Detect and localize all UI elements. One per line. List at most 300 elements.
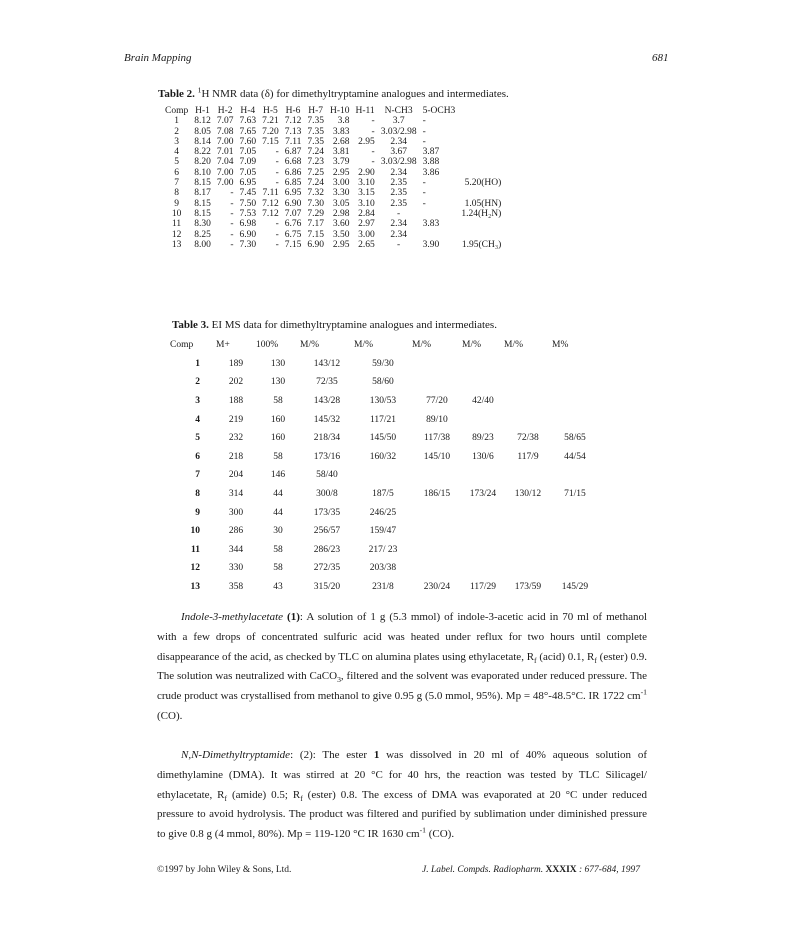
ms-cell: 173/24: [469, 489, 497, 500]
ms-cell: 159/47: [369, 526, 397, 537]
ms-compound-number: 11: [191, 544, 200, 555]
ms-cell: 44/54: [564, 451, 586, 462]
journal-citation: [422, 865, 640, 875]
ms-cell: 145/10: [423, 451, 451, 462]
nmr-cell: 7.15: [307, 229, 324, 240]
ms-cell: [552, 466, 598, 485]
ms-cell: 72/35: [316, 377, 338, 388]
ms-cell: [504, 522, 552, 541]
nmr-cell: 3.15: [358, 188, 375, 199]
ms-compound-number: 1: [195, 358, 200, 369]
running-head-left: Brain Mapping: [124, 52, 192, 64]
nmr-cell: [458, 188, 504, 198]
ms-cell: 300/8: [316, 489, 338, 500]
nmr-cell: -: [275, 157, 279, 168]
nmr-cell: 6.90: [239, 229, 257, 240]
nmr-cell: 8.30: [194, 219, 211, 230]
ms-compound-number: 5: [195, 433, 200, 444]
nmr-cell: -: [275, 239, 279, 250]
ms-cell: [412, 355, 462, 374]
ms-column-header: M/%: [462, 340, 481, 351]
nmr-cell: 2.35: [390, 198, 407, 209]
para-text: (ester) 0.8. The excess of DMA was evaporated at 20 °C under reduced pressure to avoid hydrolysis. The product was filtered and purified by sublimation under diminished pressure to give 0.8 g (4 mmol, 80%). Mp = 119-120 °C IR 1630 cm: [157, 788, 648, 841]
nmr-cell: 1: [174, 116, 179, 127]
ms-cell: 232: [228, 433, 244, 444]
nmr-cell: -: [422, 178, 426, 189]
nmr-cell: 2.95: [332, 239, 350, 250]
subscript: f: [594, 655, 597, 665]
nmr-cell: 3.67: [390, 147, 407, 158]
nmr-row: [162, 240, 504, 250]
nmr-cell: 7.23: [307, 157, 324, 168]
ms-cell: [504, 355, 552, 374]
nmr-cell: 7.07: [216, 116, 234, 127]
ms-cell: 58: [273, 544, 283, 555]
nmr-row: [162, 157, 504, 167]
nmr-table: [162, 106, 504, 250]
nmr-cell: 2.84: [358, 208, 375, 219]
nmr-cell: 7.08: [216, 126, 234, 137]
ms-cell: 58: [273, 451, 283, 462]
ms-cell: [552, 373, 598, 392]
nmr-cell: -: [397, 239, 401, 250]
nmr-cell: 3.83: [422, 219, 440, 230]
ms-column-header: Comp: [170, 340, 194, 351]
ms-cell: [504, 466, 552, 485]
nmr-cell: 2.34: [390, 229, 407, 240]
para-text: (CO).: [157, 709, 183, 722]
ms-cell: 188: [228, 396, 244, 407]
ms-cell: 117/29: [469, 582, 497, 593]
nmr-cell: 7.00: [216, 136, 234, 147]
nmr-cell: -: [230, 188, 234, 199]
subscript: f: [534, 655, 537, 665]
para-text: (ester) 0.9. The solution was neutralized with CaCO: [157, 650, 647, 683]
nmr-cell: -: [422, 198, 426, 209]
nmr-row: [162, 168, 504, 178]
journal-name: J. Label. Compds. Radiopharm.: [422, 865, 544, 875]
nmr-cell: -: [422, 126, 426, 137]
nmr-cell: 7.13: [284, 126, 302, 137]
ms-cell: 286: [228, 526, 244, 537]
nmr-cell: 8.17: [194, 188, 211, 199]
nmr-column-header: H-5: [263, 106, 278, 116]
nmr-cell: -: [275, 229, 279, 240]
ms-row: [170, 448, 598, 467]
nmr-cell: 7.05: [239, 147, 257, 158]
ms-cell: [412, 466, 462, 485]
nmr-cell: 3.03/2.98: [380, 157, 417, 168]
nmr-cell: 2.90: [358, 167, 375, 178]
nmr-cell: [420, 209, 459, 219]
nmr-cell: 13: [171, 239, 182, 250]
ms-cell: [462, 355, 504, 374]
nmr-cell: 7.04: [216, 157, 234, 168]
ms-cell: 143/12: [313, 358, 341, 369]
nmr-cell: 7.17: [307, 219, 324, 230]
ms-cell: 30: [273, 526, 283, 537]
nmr-cell: 3.10: [358, 178, 375, 189]
nmr-cell: 7.05: [239, 167, 257, 178]
ms-row: [170, 373, 598, 392]
ms-compound-number: 2: [195, 377, 200, 388]
nmr-cell: 7.09: [239, 157, 257, 168]
nmr-cell: -: [275, 167, 279, 178]
nmr-column-header: H-11: [355, 106, 375, 116]
ms-row: [170, 541, 598, 560]
nmr-cell: 2.98: [332, 208, 350, 219]
ms-cell: 204: [228, 470, 244, 481]
nmr-column-header: H-1: [195, 106, 210, 116]
nmr-cell: 7.15: [262, 136, 279, 147]
nmr-cell: -: [422, 188, 426, 199]
ms-cell: 173/35: [313, 507, 341, 518]
ms-compound-number: 10: [190, 526, 200, 537]
ms-cell: 77/20: [426, 396, 448, 407]
nmr-cell: 7: [174, 178, 179, 189]
nmr-cell: [420, 230, 459, 240]
copyright: ©1997 by John Wiley & Sons, Ltd.: [157, 865, 292, 875]
ms-cell: 186/15: [423, 489, 451, 500]
nmr-cell: -: [371, 157, 375, 168]
page-number: 681: [652, 52, 669, 64]
ms-cell: 344: [228, 544, 244, 555]
para-text: :: [290, 749, 300, 761]
nmr-cell: 7.07: [284, 208, 302, 219]
nmr-cell: 2.35: [390, 188, 407, 199]
nmr-cell: 3.79: [332, 157, 350, 168]
nmr-cell: 3.81: [332, 147, 350, 158]
table3-title: EI MS data for dimethyltryptamine analogues and intermediates.: [208, 319, 497, 331]
nmr-column-header: 5-OCH3: [422, 106, 456, 116]
ms-cell: [462, 373, 504, 392]
ms-cell: 219: [228, 414, 244, 425]
nmr-cell: 2.34: [390, 136, 407, 147]
nmr-cell: 3.03/2.98: [380, 126, 417, 137]
ms-compound-number: 6: [195, 451, 200, 462]
compound-ref: 1: [373, 749, 380, 761]
ms-row: [170, 559, 598, 578]
nmr-row: [162, 147, 504, 157]
procedure-paragraph-2: [157, 746, 647, 845]
ms-cell: 58/65: [564, 433, 586, 444]
para-text: was dissolved in 20 ml of 40% aqueous solution of dimethylamine (DMA). It was stirred at 20 °C for 40 hrs, the reaction was tested by TLC Silicagel/ ethylacetate, R: [157, 749, 647, 801]
nmr-cell: 6.68: [284, 157, 302, 168]
journal-volume: XXXIX: [545, 865, 577, 875]
nmr-row: [162, 199, 504, 209]
ms-cell: 246/25: [369, 507, 397, 518]
nmr-cell: 7.60: [239, 136, 257, 147]
ms-row: [170, 466, 598, 485]
ms-column-header: M%: [552, 340, 569, 351]
ms-column-header: M/%: [354, 340, 373, 351]
para-text: (acid) 0.1, R: [536, 650, 595, 663]
ms-row: [170, 578, 598, 597]
nmr-row: [162, 127, 504, 137]
ms-cell: 117/38: [423, 433, 451, 444]
para-text: : The ester: [312, 749, 374, 761]
ms-cell: 89/10: [426, 414, 448, 425]
nmr-cell: [458, 137, 504, 147]
nmr-cell: 3.50: [332, 229, 350, 240]
nmr-cell: 3.60: [332, 219, 350, 230]
subscript: f: [300, 793, 303, 803]
nmr-cell: 3.10: [358, 198, 375, 209]
nmr-cell: [458, 168, 504, 178]
nmr-cell: 7.30: [239, 239, 257, 250]
ms-row: [170, 410, 598, 429]
nmr-cell: 6.90: [284, 198, 302, 209]
nmr-column-header: H-6: [285, 106, 301, 116]
ms-compound-number: 3: [195, 396, 200, 407]
nmr-cell: 8.14: [194, 136, 211, 147]
ms-cell: [412, 522, 462, 541]
ms-cell: 130/53: [369, 396, 397, 407]
ms-cell: [462, 410, 504, 429]
ms-cell: [504, 559, 552, 578]
nmr-header-row: [162, 106, 504, 116]
ms-cell: 330: [228, 563, 244, 574]
ms-cell: [412, 541, 462, 560]
nmr-cell: 6.75: [284, 229, 302, 240]
nmr-cell: 7.11: [262, 188, 279, 199]
ms-row: [170, 522, 598, 541]
ms-cell: [504, 392, 552, 411]
ms-cell: [504, 373, 552, 392]
ms-cell: 160: [270, 433, 286, 444]
ms-row: [170, 429, 598, 448]
nmr-column-header: H-4: [240, 106, 256, 116]
ms-cell: 286/23: [313, 544, 341, 555]
ms-cell: [552, 522, 598, 541]
nmr-cell: 7.01: [216, 147, 234, 158]
ms-cell: 44: [273, 489, 283, 500]
nmr-cell: 8.22: [194, 147, 211, 158]
nmr-cell: [458, 147, 504, 157]
nmr-cell: -: [230, 198, 234, 209]
ms-cell: 143/28: [313, 396, 341, 407]
ms-cell: 256/57: [313, 526, 341, 537]
nmr-cell: [458, 127, 504, 137]
ms-cell: 58/40: [316, 470, 338, 481]
ms-cell: 44: [273, 507, 283, 518]
nmr-cell: 7.35: [307, 136, 324, 147]
nmr-cell: 7.35: [307, 126, 324, 137]
table2-title-sup: 1: [197, 85, 202, 95]
ms-cell: 231/8: [372, 582, 394, 593]
ms-cell: 145/50: [369, 433, 397, 444]
ms-cell: [504, 541, 552, 560]
nmr-cell: 4: [174, 147, 179, 158]
ms-cell: 58: [273, 563, 283, 574]
nmr-cell: 8.00: [194, 239, 211, 250]
ms-cell: 146: [270, 470, 286, 481]
ms-cell: 130: [270, 377, 286, 388]
nmr-cell: 8: [174, 188, 179, 199]
ms-cell: 145/32: [313, 414, 341, 425]
ms-cell: 130/12: [514, 489, 542, 500]
nmr-cell: -: [371, 147, 375, 158]
compound-number: (2): [299, 749, 313, 761]
nmr-cell: 7.53: [239, 208, 257, 219]
nmr-cell: 7.00: [216, 167, 234, 178]
nmr-column-header: H-2: [217, 106, 233, 116]
nmr-cell: 1.05(HN): [464, 198, 502, 209]
ms-compound-number: 8: [195, 489, 200, 500]
nmr-cell: -: [230, 229, 234, 240]
para-text: (amide) 0.5; R: [227, 788, 301, 801]
nmr-cell: 2.65: [358, 239, 375, 250]
ms-cell: 160: [270, 414, 286, 425]
nmr-cell: 6.98: [239, 219, 257, 230]
ms-cell: [504, 503, 552, 522]
ms-cell: 58/60: [372, 377, 394, 388]
ms-row: [170, 503, 598, 522]
superscript: -1: [640, 687, 647, 697]
nmr-cell: 2.68: [332, 136, 350, 147]
nmr-cell: 7.24: [307, 178, 324, 189]
nmr-row: [162, 209, 504, 219]
nmr-cell: [458, 157, 504, 167]
nmr-cell: 6.86: [284, 167, 302, 178]
ms-cell: 230/24: [423, 582, 451, 593]
nmr-cell: 7.12: [262, 208, 279, 219]
table2-label: Table 2.: [158, 88, 195, 100]
ms-cell: [504, 410, 552, 429]
ms-cell: 130: [270, 358, 286, 369]
ms-row: [170, 355, 598, 374]
nmr-cell: 3.8: [337, 116, 350, 127]
para-text: : A solution of 1 g (5.3 mmol) of indole-3-acetic acid in 70 ml of methanol with a few drops of concentrated sulfuric acid was heated under reflux for two hours until complete disappearance of the acid, as checked by TLC on alumina plates using ethylacetate, R: [157, 611, 648, 663]
ms-column-header: 100%: [256, 340, 279, 351]
ms-cell: 202: [228, 377, 244, 388]
ms-header-row: [170, 336, 598, 355]
nmr-row: [162, 219, 504, 229]
ms-cell: 217/ 23: [368, 544, 398, 555]
nmr-cell: 7.24: [307, 147, 324, 158]
ms-cell: [552, 559, 598, 578]
nmr-cell: 3.86: [422, 167, 440, 178]
nmr-cell: 8.15: [194, 208, 211, 219]
para-text: , filtered and the solvent was evaporated under reduced pressure. The crude product was crystallised from methanol to give 0.95 g (5.0 mmol, 95%). Mp = 48°-48.5°C. IR 1722 cm: [157, 670, 647, 703]
nmr-cell: -: [275, 147, 279, 158]
ms-cell: 187/5: [372, 489, 394, 500]
nmr-cell: 6: [174, 167, 179, 178]
ms-cell: [552, 392, 598, 411]
ms-compound-number: 4: [195, 414, 200, 425]
nmr-cell: -: [230, 239, 234, 250]
nmr-column-header: H-7: [308, 106, 324, 116]
nmr-cell: 2: [174, 126, 179, 137]
ms-compound-number: 7: [195, 470, 200, 481]
ms-cell: [462, 503, 504, 522]
ms-cell: 59/30: [372, 358, 394, 369]
nmr-cell: 6.85: [284, 178, 302, 189]
ms-cell: 203/38: [369, 563, 397, 574]
ms-cell: [462, 466, 504, 485]
nmr-cell: 7.32: [307, 188, 324, 199]
nmr-cell: 6.90: [307, 239, 324, 250]
nmr-row: [162, 137, 504, 147]
compound-name: Indole-3-methylacetate: [181, 611, 284, 623]
ms-cell: 315/20: [313, 582, 341, 593]
ms-column-header: M/%: [300, 340, 319, 351]
ms-column-header: M/%: [504, 340, 523, 351]
ms-cell: 189: [228, 358, 244, 369]
nmr-row: [162, 188, 504, 198]
ms-cell: 173/59: [514, 582, 542, 593]
nmr-cell: 3.7: [392, 116, 405, 127]
nmr-column-header: Comp: [165, 106, 189, 116]
nmr-column-header: H-10: [329, 106, 350, 116]
ms-cell: 218/34: [313, 433, 341, 444]
nmr-cell: [458, 116, 504, 126]
nmr-cell: 3.83: [332, 126, 350, 137]
ms-cell: [462, 522, 504, 541]
procedure-paragraph-1: [157, 608, 647, 727]
nmr-cell: 2.35: [390, 178, 407, 189]
nmr-cell: 3.00: [332, 178, 350, 189]
para-text: (CO).: [425, 828, 455, 841]
nmr-cell: 7.00: [216, 178, 234, 189]
ms-cell: [552, 541, 598, 560]
nmr-cell: 7.11: [285, 136, 302, 147]
ms-cell: [462, 541, 504, 560]
ms-cell: [462, 559, 504, 578]
nmr-cell: 7.35: [307, 116, 324, 127]
nmr-cell: 8.12: [194, 116, 211, 127]
table3-label: Table 3.: [172, 319, 209, 331]
nmr-cell: 3.30: [332, 188, 350, 199]
ms-cell: 300: [228, 507, 244, 518]
nmr-cell: 2.34: [390, 219, 407, 230]
ms-cell: 72/38: [517, 433, 539, 444]
nmr-cell: 7.63: [239, 116, 257, 127]
ms-cell: 42/40: [472, 396, 494, 407]
nmr-cell: 7.29: [307, 208, 324, 219]
ms-cell: [354, 466, 412, 485]
ms-cell: 160/32: [369, 451, 397, 462]
nmr-row: [162, 178, 504, 188]
nmr-cell: 6.87: [284, 147, 302, 158]
nmr-cell: 12: [171, 229, 182, 240]
nmr-cell: -: [230, 219, 234, 230]
ms-cell: 272/35: [313, 563, 341, 574]
superscript: -1: [419, 825, 426, 835]
nmr-cell: 2.34: [390, 167, 407, 178]
nmr-cell: 1.95(CH₃): [461, 239, 502, 250]
nmr-cell: 7.21: [262, 116, 279, 127]
table2-caption: [158, 85, 509, 100]
nmr-cell: [458, 230, 504, 240]
nmr-cell: 7.50: [239, 198, 257, 209]
nmr-row: [162, 230, 504, 240]
nmr-cell: 6.95: [284, 188, 302, 199]
nmr-cell: [458, 219, 504, 229]
nmr-cell: 10: [171, 208, 182, 219]
ms-cell: 218: [228, 451, 244, 462]
ms-compound-number: 9: [195, 507, 200, 518]
nmr-cell: 11: [172, 219, 182, 230]
table3-caption: [172, 319, 497, 331]
nmr-cell: 3.00: [358, 229, 375, 240]
nmr-column-header: [458, 106, 504, 116]
nmr-cell: 7.45: [239, 188, 257, 199]
ms-cell: 43: [273, 582, 283, 593]
nmr-cell: -: [422, 116, 426, 127]
nmr-cell: 8.10: [194, 167, 211, 178]
nmr-cell: 3.05: [332, 198, 350, 209]
